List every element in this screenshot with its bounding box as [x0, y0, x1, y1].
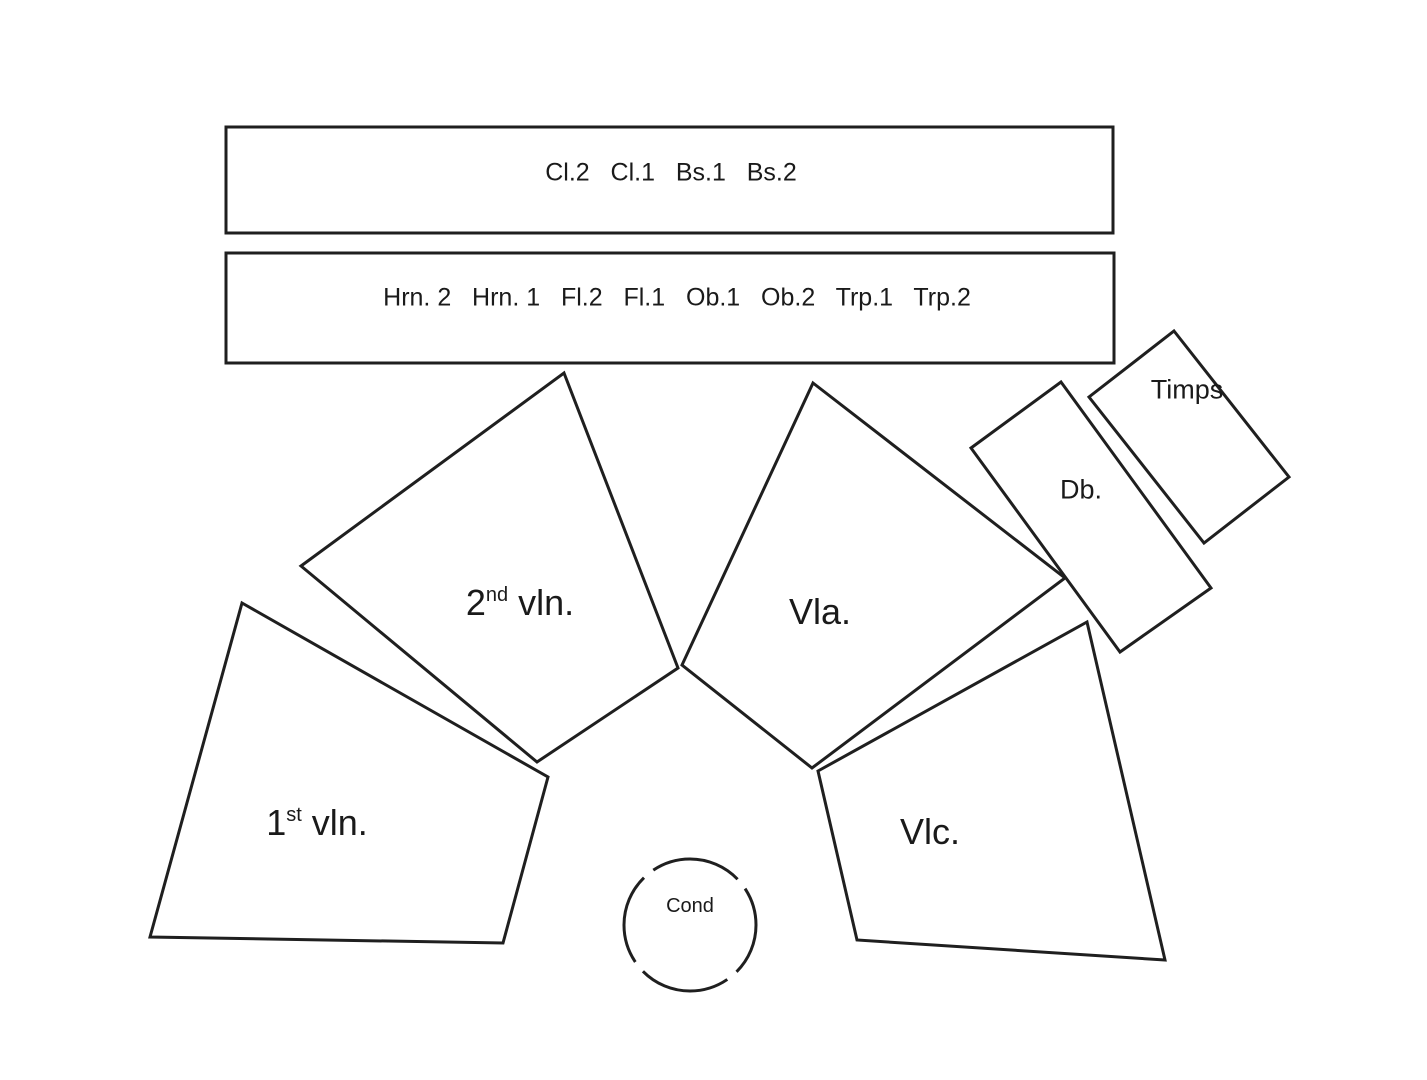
violas-area: [682, 383, 1065, 768]
conductor-circle: [624, 859, 756, 991]
conductor-label: Cond: [666, 895, 714, 917]
second-violins-label: [465, 582, 575, 623]
second-violins-label-ordinal-suffix: nd: [485, 584, 509, 606]
violas-label: Vla.: [788, 591, 852, 632]
first-violins-label-number: 1: [266, 802, 287, 843]
timps-box: [1089, 331, 1289, 543]
winds-back-row-label: Cl.2 Cl.1 Bs.1 Bs.2: [545, 158, 797, 187]
second-violins-label-text: vln.: [508, 582, 575, 623]
double-bass-label: Db.: [1059, 474, 1103, 505]
winds-front-row-label: Hrn. 2 Hrn. 1 Fl.2 Fl.1 Ob.1 Ob.2 Trp.1 Trp.2: [383, 283, 971, 312]
cellos-area: [818, 622, 1165, 960]
first-violins-label: [266, 802, 368, 843]
second-violins-area: [301, 373, 678, 762]
first-violins-label-ordinal-suffix: st: [286, 804, 302, 826]
second-violins-label-number: 2: [465, 582, 486, 623]
double-bass-box: [971, 382, 1211, 652]
first-violins-label-text: vln.: [301, 802, 368, 843]
timps-label: Timps: [1150, 374, 1224, 405]
first-violins-area: [150, 603, 548, 943]
cellos-label: Vlc.: [899, 811, 961, 852]
